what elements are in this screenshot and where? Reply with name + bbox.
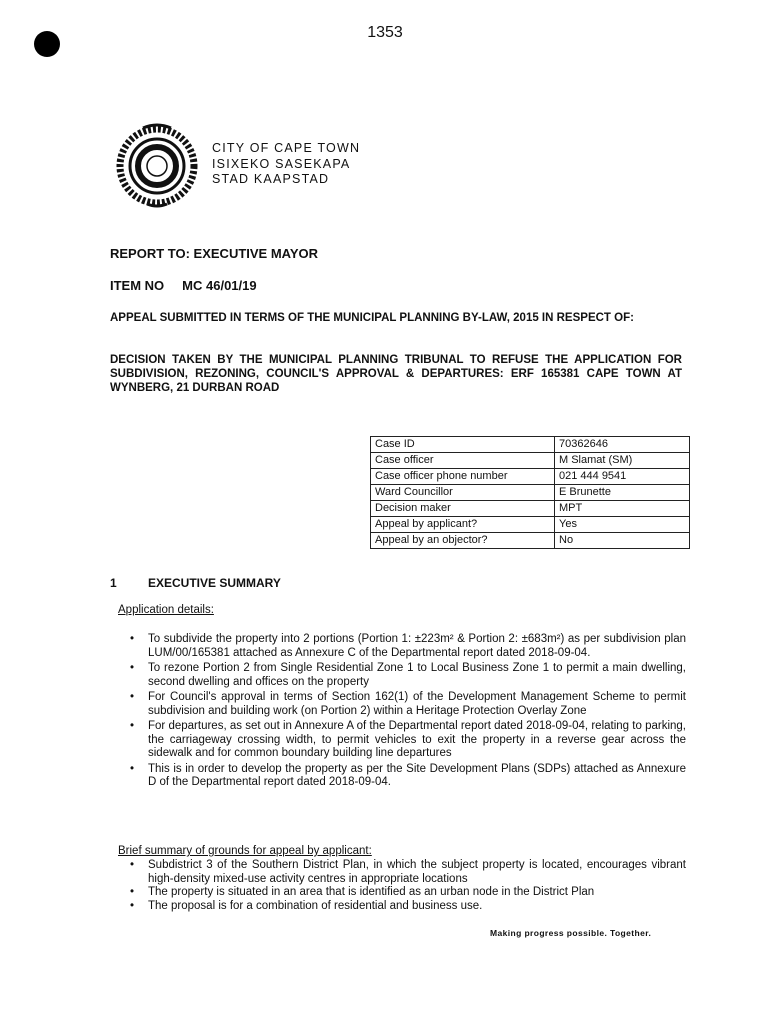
brief-summary-heading: Brief summary of grounds for appeal by applicant:: [118, 845, 372, 857]
case-table: [370, 436, 690, 549]
city-logo: [113, 120, 201, 208]
list-item: • The proposal is for a combination of residential and business use.: [128, 900, 686, 914]
list-item: • Subdistrict 3 of the Southern District Plan, in which the subject property is located, encourages vibrant high-density mixed-use activity centres in appropriate locations: [128, 859, 686, 886]
table-row: [371, 485, 690, 501]
item-number-value: MC 46/01/19: [182, 278, 257, 293]
case-label: Case officer phone number: [371, 469, 555, 485]
item-number-label: ITEM NO: [110, 278, 165, 293]
item-number: [110, 278, 257, 293]
case-value: No: [555, 533, 690, 549]
case-value: 70362646: [555, 437, 690, 453]
page-number: 1353: [367, 24, 403, 41]
section-title: EXECUTIVE SUMMARY: [148, 576, 281, 590]
city-name-en: CITY OF CAPE TOWN: [212, 141, 361, 155]
case-value: E Brunette: [555, 485, 690, 501]
punch-mark: [34, 31, 60, 57]
case-label: Decision maker: [371, 501, 555, 517]
table-row: [371, 533, 690, 549]
table-row: [371, 501, 690, 517]
section-number: 1: [110, 576, 117, 590]
case-label: Appeal by an objector?: [371, 533, 555, 549]
table-row: [371, 453, 690, 469]
list-item: • The property is situated in an area that is identified as an urban node in the District Plan: [128, 886, 686, 900]
case-label: Ward Councillor: [371, 485, 555, 501]
list-item: • To rezone Portion 2 from Single Residential Zone 1 to Local Business Zone 1 to permit a main dwelling, second dwelling and offices on the property: [128, 662, 686, 689]
case-value: M Slamat (SM): [555, 453, 690, 469]
case-value: MPT: [555, 501, 690, 517]
case-label: Appeal by applicant?: [371, 517, 555, 533]
list-item: • For departures, as set out in Annexure A of the Departmental report dated 2018-09-04, relating to parking, the carriageway crossing width, to permit vehicles to exit the property in a reverse gear across the sidewalk and for common boundary building line departures: [128, 720, 686, 761]
case-label: Case ID: [371, 437, 555, 453]
table-row: [371, 437, 690, 453]
city-name-block: [212, 141, 360, 188]
table-row: [371, 517, 690, 533]
footer-slogan: Making progress possible. Together.: [490, 928, 652, 938]
city-emblem-icon: [113, 120, 201, 208]
table-row: [371, 469, 690, 485]
case-value: Yes: [555, 517, 690, 533]
list-item: • This is in order to develop the property as per the Site Development Plans (SDPs) attached as Annexure D of the Departmental report dated 2018-09-04.: [128, 763, 686, 790]
list-item: • To subdivide the property into 2 portions (Portion 1: ±223m² & Portion 2: ±683m²) as per subdivision plan LUM/00/165381 attached as Annexure C of the Departmental report dated 2018-09-04.: [128, 633, 686, 660]
city-name-af: STAD KAAPSTAD: [212, 172, 330, 186]
appeal-heading: APPEAL SUBMITTED IN TERMS OF THE MUNICIPAL PLANNING BY-LAW, 2015 IN RESPECT OF:: [110, 312, 634, 324]
case-label: Case officer: [371, 453, 555, 469]
decision-heading: DECISION TAKEN BY THE MUNICIPAL PLANNING TRIBUNAL TO REFUSE THE APPLICATION FOR SUBDIVISION, REZONING, COUNCIL'S APPROVAL & DEPARTURES: ERF 165381 CAPE TOWN AT WYNBERG, 21 DURBAN ROAD: [110, 354, 682, 394]
application-details-list: [128, 633, 686, 792]
brief-summary-list: [128, 859, 686, 913]
application-details-heading: Application details:: [118, 604, 214, 616]
case-value: 021 444 9541: [555, 469, 690, 485]
list-item: • For Council's approval in terms of Section 162(1) of the Development Management Scheme to permit subdivision and building work (on Portion 2) within a Heritage Protection Overlay Zone: [128, 691, 686, 718]
city-name-xh: ISIXEKO SASEKAPA: [212, 156, 351, 171]
report-to: REPORT TO: EXECUTIVE MAYOR: [110, 246, 319, 261]
